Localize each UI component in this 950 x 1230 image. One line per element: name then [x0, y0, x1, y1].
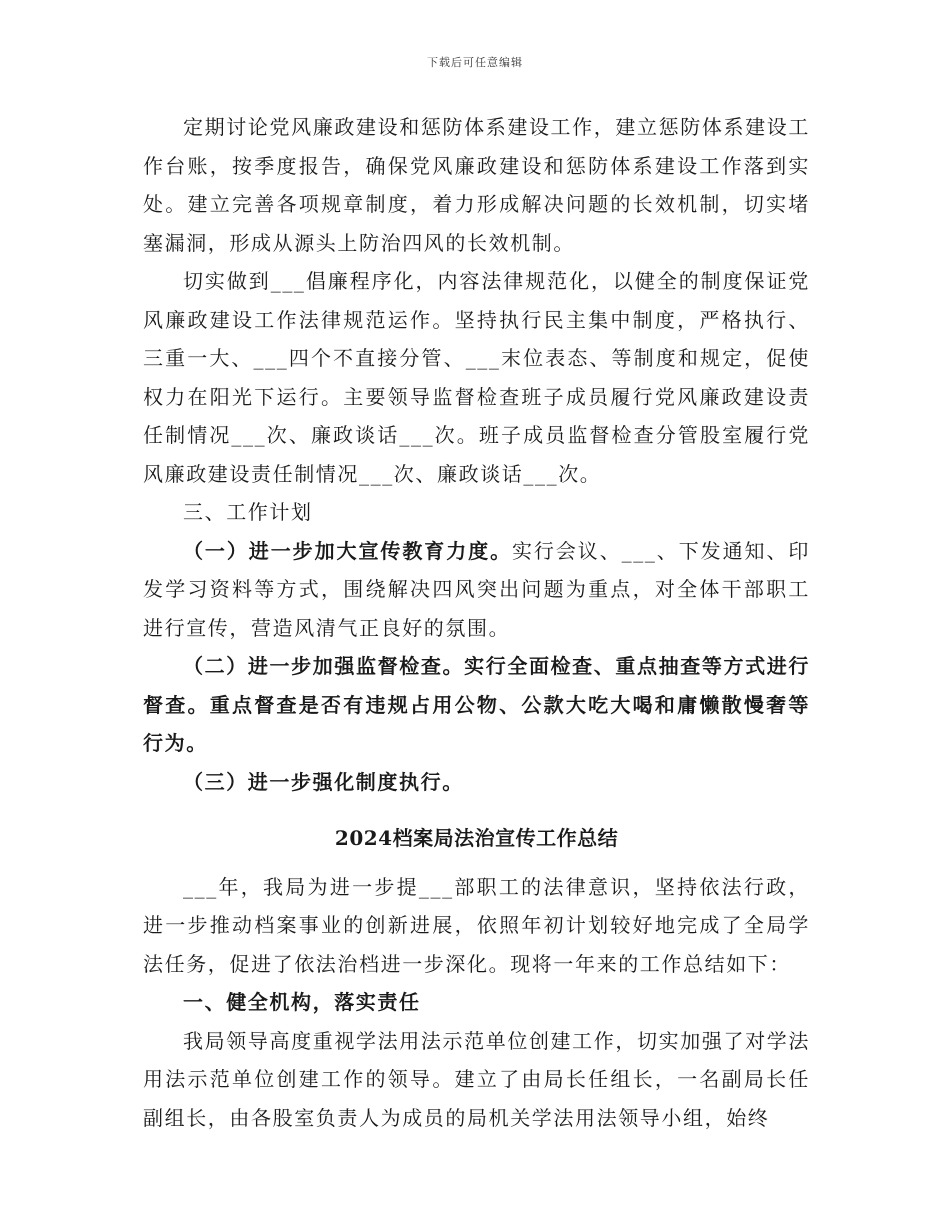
document-title: 2024档案局法治宣传工作总结	[334, 826, 619, 850]
plan-item-1-text: 实行会议、___、下发通知、印发学习资料等方式，围绕解决四风突出问题为重点，对全体干部职工进行宣传，营造风清气正良好的氛围。	[143, 538, 810, 640]
section-heading: 三、工作计划	[183, 500, 313, 524]
paragraph: 切实做到___倡廉程序化，内容法律规范化，以健全的制度保证党风廉政建设工作法律规范运作。坚持执行民主集中制度，严格执行、三重一大、___四个不直接分管、___末位表态、等制度和规定，促使权力在阳光下运行。主要领导监督检查班子成员履行党风廉政建设责任制情况___次、廉政谈话___次。班子成员监督检查分管股室履行党风廉政建设责任制情况___次、廉政谈话___次。	[143, 269, 810, 486]
paragraph: 我局领导高度重视学法用法示范单位创建工作，切实加强了对学法用法示范单位创建工作的领导。建立了由局长任组长，一名副局长任副组长，由各股室负责人为成员的局机关学法用法领导小组，始终	[143, 1028, 810, 1130]
plan-item-2: （二）进一步加强监督检查。实行全面检查、重点抽查等方式进行督查。重点督查是否有违规占用公物、公款大吃大喝和庸懒散慢奢等行为。	[143, 654, 810, 755]
document-body	[143, 108, 810, 1137]
plan-item-1	[143, 532, 810, 648]
paragraph: ___年，我局为进一步提___部职工的法律意识，坚持依法行政，进一步推动档案事业的创新进展，依照年初计划较好地完成了全局学法任务，促进了依法治档进一步深化。现将一年来的工作总结如下：	[143, 874, 810, 976]
section-heading: 一、健全机构，落实责任	[183, 990, 421, 1014]
plan-item-1-title: （一）进一步加大宣传教育力度。	[183, 538, 512, 563]
paragraph: 定期讨论党风廉政建设和惩防体系建设工作，建立惩防体系建设工作台账，按季度报告，确保党风廉政建设和惩防体系建设工作落到实处。建立完善各项规章制度，着力形成解决问题的长效机制，切实堵塞漏洞，形成从源头上防治四风的长效机制。	[143, 115, 810, 255]
page-header: 下载后可任意编辑	[427, 56, 523, 69]
plan-item-3: （三）进一步强化制度执行。	[183, 769, 464, 794]
